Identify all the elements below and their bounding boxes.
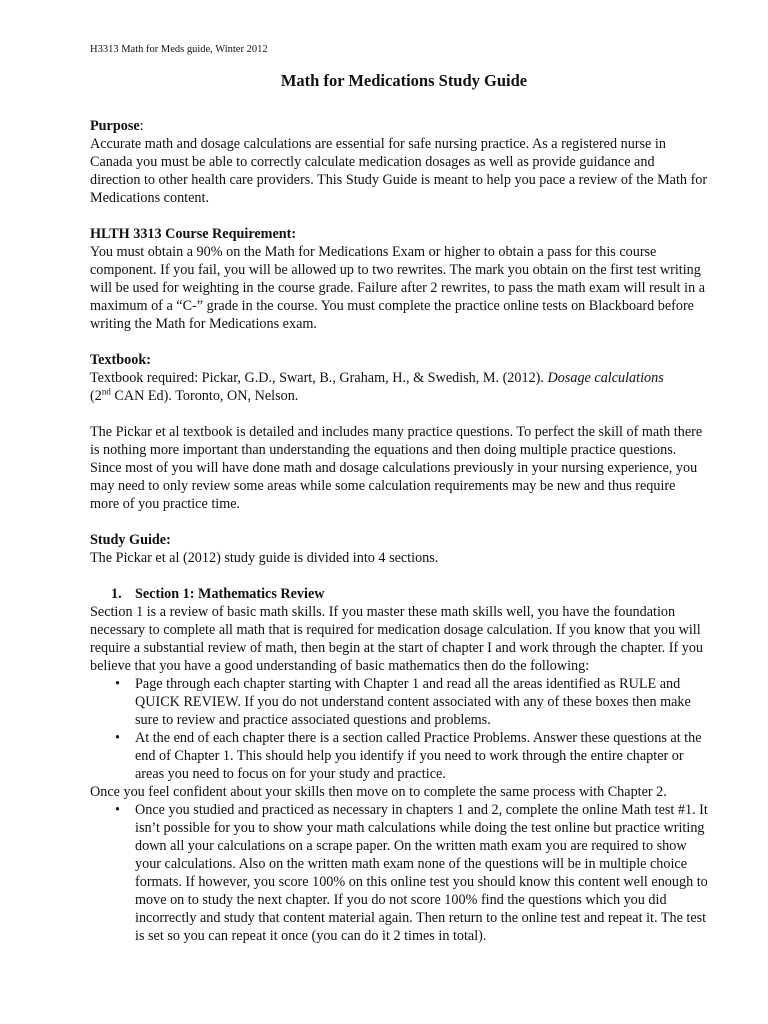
section-1-bullet-list-b <box>90 801 708 945</box>
edition-superscript: nd <box>101 386 111 397</box>
section-1-intro: Section 1 is a review of basic math skills. If you master these math skills well, you have the foundation necessary to complete all math that is required for medication dosage calculation. If you know that you will require a substantial review of math, then begin at the start of chapter I and work through the chapter. If you believe that you have a good understanding of basic mathematics then do the following: <box>90 604 704 674</box>
textbook-paragraph-block <box>90 423 708 513</box>
section-1 <box>90 585 708 945</box>
bullet-glyph: • <box>115 676 120 692</box>
textbook-citation <box>90 369 708 405</box>
running-head: H3313 Math for Meds guide, Winter 2012 <box>90 44 268 55</box>
edition-rest: CAN Ed). Toronto, ON, Nelson. <box>110 388 299 404</box>
citation-title: Dosage calculations <box>547 370 664 386</box>
study-guide-heading: Study Guide: <box>90 532 171 548</box>
study-guide-section <box>90 531 708 567</box>
section-1-title-line <box>90 585 708 603</box>
section-1-title: Section 1: Mathematics Review <box>135 586 325 602</box>
bullet-glyph: • <box>115 730 120 746</box>
citation-prefix: Textbook required: Pickar, G.D., Swart, B., Graham, H., & Swedish, M. (2012). <box>90 370 548 386</box>
section-1-number: 1. <box>111 586 122 602</box>
list-item-text: Page through each chapter starting with Chapter 1 and read all the areas identified as RULE and QUICK REVIEW. If you do not understand content associated with any of these boxes then make sure to review and practice associated questions and problems. <box>135 676 691 728</box>
purpose-heading-line <box>90 117 708 135</box>
list-item-text: Once you studied and practiced as necessary in chapters 1 and 2, complete the online Math test #1. It isn’t possible for you to show your math calculations while doing the test online but practice writing down all your calculations on a scrape paper. On the written math exam you are required to show your calculations. Also on the written math exam none of the questions will be in multiple choice formats. If however, you score 100% on this online test you should know this content well enough to move on to study the next chapter. If you do not score 100% find the questions which you did incorrectly and study that content material again. Then return to the online test and repeat it. The test is set so you can repeat it once (you can do it 2 times in total). <box>135 802 708 944</box>
list-item <box>115 801 708 945</box>
textbook-heading: Textbook: <box>90 352 151 368</box>
list-item <box>115 729 708 783</box>
purpose-text: Accurate math and dosage calculations are essential for safe nursing practice. As a registered nurse in Canada you must be able to correctly calculate medication dosages as well as provide guidance and direction to other health care providers. This Study Guide is meant to help you pace a review of the Math for Medications content. <box>90 136 708 206</box>
study-guide-text: The Pickar et al (2012) study guide is divided into 4 sections. <box>90 550 439 566</box>
list-item <box>115 675 708 729</box>
textbook-paragraph: The Pickar et al textbook is detailed and includes many practice questions. To perfect the skill of math there is nothing more important than understanding the equations and then doing multiple practice questions. Since most of you will have done math and dosage calculations previously in your nursing experience, you may need to only review some areas while some calculation requirements may be new and thus require more of you practice time. <box>90 424 703 512</box>
edition-open: (2 <box>90 388 102 404</box>
textbook-section <box>90 351 708 405</box>
requirement-heading: HLTH 3313 Course Requirement: <box>90 226 297 242</box>
section-1-bullet-list-a <box>90 675 708 783</box>
list-item-text: At the end of each chapter there is a section called Practice Problems. Answer these questions at the end of Chapter 1. This should help you identify if you need to work through the entire chapter or areas you need to focus on for your study and practice. <box>135 730 702 782</box>
purpose-colon: : <box>139 118 144 134</box>
section-1-between-text: Once you feel confident about your skills then move on to complete the same process with Chapter 2. <box>90 784 667 800</box>
purpose-heading: Purpose <box>90 118 140 134</box>
requirement-text: You must obtain a 90% on the Math for Medications Exam or higher to obtain a pass for this course component. If you fail, you will be allowed up to two rewrites. The mark you obtain on the first test writing will be used for weighting in the course grade. Failure after 2 rewrites, to pass the math exam will result in a maximum of a “C-” grade in the course. You must complete the practice online tests on Blackboard before writing the Math for Medications exam. <box>90 244 706 332</box>
requirement-section <box>90 225 708 333</box>
purpose-section <box>90 117 708 207</box>
page-title: Math for Medications Study Guide <box>280 71 528 90</box>
bullet-glyph: • <box>115 802 120 818</box>
